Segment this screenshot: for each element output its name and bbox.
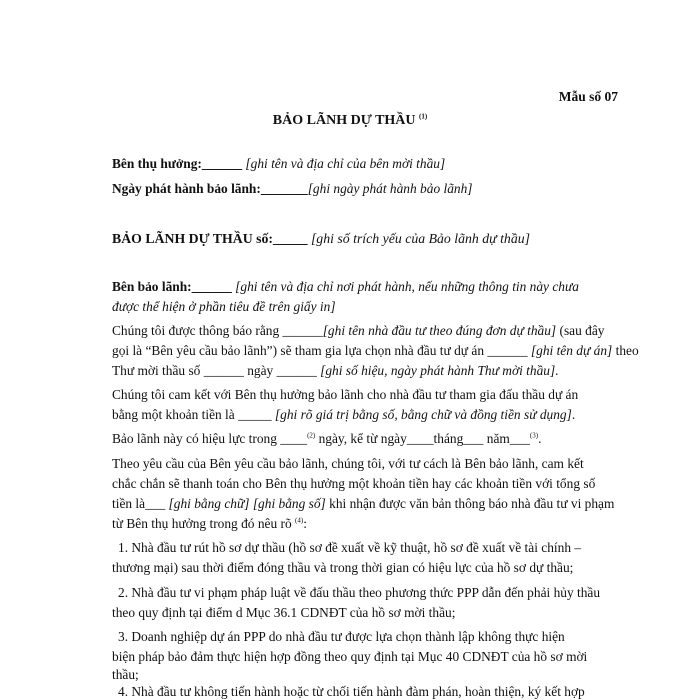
para1-text-f: Thư mời thầu số ______ ngày ______ bbox=[112, 363, 317, 378]
item-2-line2 bbox=[112, 605, 455, 621]
issue-date-hint: [ghi ngày phát hành bảo lãnh] bbox=[307, 181, 473, 196]
para4-hint-amount: [ghi bằng chữ] [ghi bằng số] bbox=[168, 496, 326, 511]
guarantor-line-2 bbox=[112, 299, 336, 315]
item-4-line1 bbox=[118, 684, 585, 700]
item-1-text-2: thương mại) sau thời điểm đóng thầu và trong thời gian có hiệu lực của hồ sơ dự thầu; bbox=[112, 560, 574, 575]
para4-text-c: tiền là___ bbox=[112, 496, 166, 511]
para2-text-b: bằng một khoản tiền là _____ bbox=[112, 407, 272, 422]
beneficiary-line bbox=[112, 156, 445, 172]
guarantor-hint-2: được thể hiện ở phần tiêu đề trên giấy in] bbox=[112, 299, 336, 314]
para1-line3 bbox=[112, 363, 559, 379]
issue-date-label: Ngày phát hành bảo lãnh: bbox=[112, 181, 261, 196]
item-2-text-1: 2. Nhà đầu tư vi phạm pháp luật về đấu thầu theo phương thức PPP dẫn đến phải hủy thầu bbox=[118, 585, 601, 600]
para3-line bbox=[112, 431, 541, 447]
para1-text-c: (sau đây bbox=[559, 323, 605, 338]
para4-line3 bbox=[112, 496, 614, 512]
para1-hint-invitation: [ghi số hiệu, ngày phát hành Thư mời thầu] bbox=[320, 363, 556, 378]
item-2-line1 bbox=[118, 585, 600, 601]
para1-line2 bbox=[112, 343, 639, 359]
beneficiary-hint: [ghi tên và địa chỉ của bên mời thầu] bbox=[245, 156, 446, 171]
item-3-text-2: biện pháp bảo đảm thực hiện hợp đồng theo quy định tại Mục 40 CDNĐT của hồ sơ mời bbox=[112, 649, 588, 664]
guarantee-number-hint: [ghi số trích yếu của Bảo lãnh dự thầu] bbox=[310, 231, 530, 246]
para1-line1 bbox=[112, 323, 604, 339]
guarantee-number-label: BẢO LÃNH DỰ THẦU số: bbox=[112, 231, 273, 246]
item-1-text-1: 1. Nhà đầu tư rút hồ sơ dự thầu (hồ sơ đề xuất về kỹ thuật, hồ sơ đề xuất về tài chính – bbox=[118, 540, 582, 555]
para2-text-a: Chúng tôi cam kết với Bên thụ hưởng bảo lãnh cho nhà đầu tư tham gia đấu thầu dự án bbox=[112, 387, 579, 402]
guarantee-number-line bbox=[112, 231, 530, 247]
item-4-text-1: 4. Nhà đầu tư không tiến hành hoặc từ chối tiến hành đàm phán, hoàn thiện, ký kết hợp bbox=[118, 684, 585, 699]
para2-text-c: . bbox=[571, 407, 576, 422]
para4-text-b: chắc chắn sẽ thanh toán cho Bên thụ hưởng một khoản tiền hay các khoản tiền với tổng số bbox=[112, 476, 596, 491]
para2-line1 bbox=[112, 387, 578, 403]
item-3-line3 bbox=[112, 667, 139, 683]
para4-text-a: Theo yêu cầu của Bên yêu cầu bảo lãnh, chúng tôi, với tư cách là Bên bảo lãnh, cam kết bbox=[112, 456, 584, 471]
para1-hint-project: [ghi tên dự án] bbox=[530, 343, 613, 358]
item-2-text-2: theo quy định tại điểm d Mục 36.1 CDNĐT của hồ sơ mời thầu; bbox=[112, 605, 456, 620]
footnote-ref-4: (4) bbox=[295, 516, 304, 525]
para3-text-a: Bảo lãnh này có hiệu lực trong ____ bbox=[112, 431, 308, 446]
title-text: BẢO LÃNH DỰ THẦU bbox=[272, 113, 416, 128]
guarantee-number-blank: _____ bbox=[272, 231, 308, 246]
guarantor-line-1 bbox=[112, 279, 579, 295]
item-3-text-3: thầu; bbox=[112, 667, 139, 682]
para4-line2 bbox=[112, 476, 595, 492]
para2-line2 bbox=[112, 407, 575, 423]
footnote-ref-3: (3) bbox=[529, 431, 539, 440]
para4-text-e: từ Bên thụ hưởng trong đó nêu rõ bbox=[112, 516, 292, 531]
guarantor-label: Bên bảo lãnh: bbox=[112, 279, 192, 294]
form-number: Mẫu số 07 bbox=[558, 89, 618, 104]
issue-date-line bbox=[112, 181, 473, 197]
para3-text-b: ngày, kể từ ngày____tháng___ năm___ bbox=[315, 431, 530, 446]
para1-text-a: Chúng tôi được thông báo rằng ______ bbox=[112, 323, 323, 338]
item-1-line2 bbox=[112, 560, 573, 576]
item-1-line1 bbox=[118, 540, 581, 556]
beneficiary-label: Bên thụ hưởng: bbox=[112, 156, 202, 171]
para4-text-d: khi nhận được văn bản thông báo nhà đầu tư vi phạm bbox=[329, 496, 615, 511]
para1-hint-investor: [ghi tên nhà đầu tư theo đúng đơn dự thầu] bbox=[322, 323, 557, 338]
para4-text-f: : bbox=[303, 516, 307, 531]
para1-text-d: gọi là “Bên yêu cầu bảo lãnh”) sẽ tham gia lựa chọn nhà đầu tư dự án ______ bbox=[112, 343, 528, 358]
para1-text-e: theo bbox=[615, 343, 639, 358]
document-title bbox=[0, 113, 700, 129]
item-3-text-1: 3. Doanh nghiệp dự án PPP do nhà đầu tư được lựa chọn thành lập không thực hiện bbox=[118, 629, 565, 644]
item-3-line1 bbox=[118, 629, 565, 645]
para1-text-g: . bbox=[555, 363, 559, 378]
para4-line4 bbox=[112, 516, 307, 532]
para2-hint-amount: [ghi rõ giá trị bằng số, bằng chữ và đồng tiền sử dụng] bbox=[274, 407, 572, 422]
beneficiary-blank: ______ bbox=[201, 156, 243, 171]
para3-text-c: . bbox=[538, 431, 542, 446]
guarantor-hint-1: [ghi tên và địa chỉ nơi phát hành, nếu những thông tin này chưa bbox=[235, 279, 579, 294]
para4-line1 bbox=[112, 456, 584, 472]
guarantor-blank: ______ bbox=[191, 279, 232, 294]
footnote-ref-2: (2) bbox=[307, 431, 316, 440]
issue-date-blank: _______ bbox=[260, 181, 308, 196]
item-3-line2 bbox=[112, 649, 587, 665]
title-footnote-ref: (1) bbox=[419, 112, 428, 121]
